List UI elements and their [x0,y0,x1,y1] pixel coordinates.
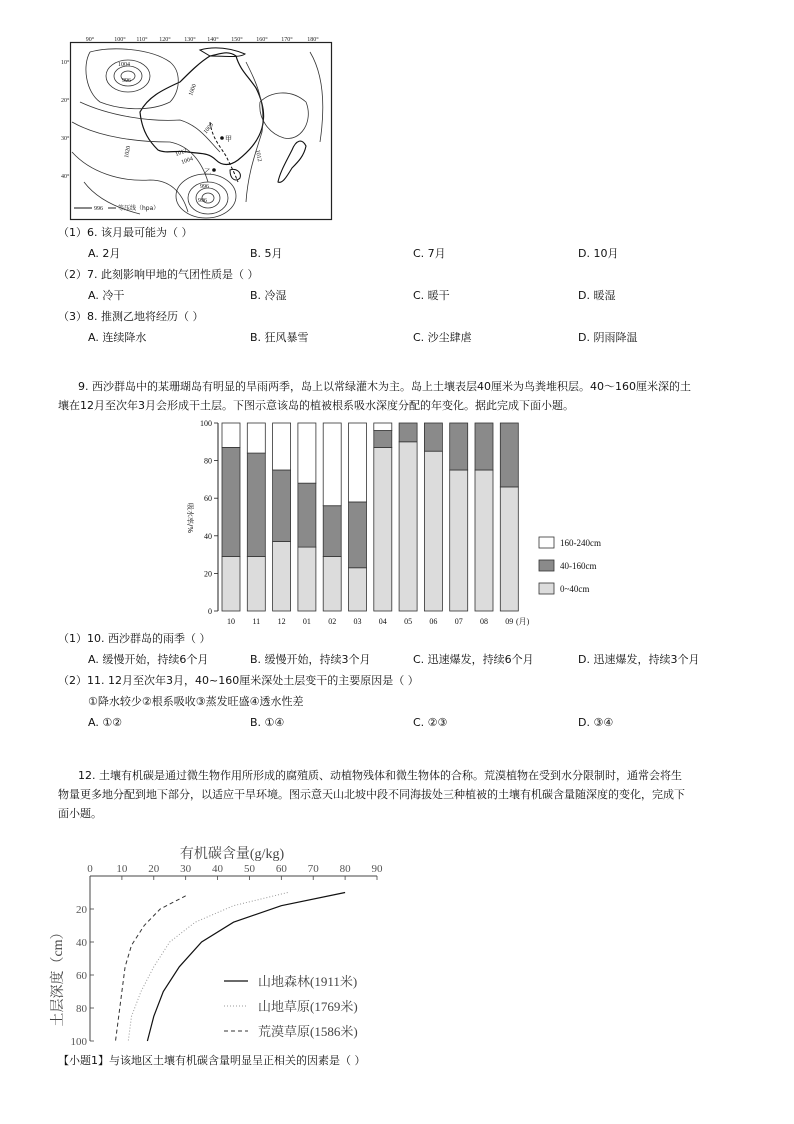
q12-intro-line1: 12. 土壤有机碳是通过微生物作用所形成的腐殖质、动植物残体和微生物体的合称。荒漠植物在受到水分限制时，通常会将生 [78,769,682,782]
line-ylabel: 土层深度（cm） [51,925,66,1027]
q7-option-c[interactable]: C. 暖干 [413,289,450,302]
bar-segment [374,447,392,611]
bar-segment [298,483,316,547]
place-jia-label: 甲 [225,135,232,143]
bar-segment [222,556,240,611]
bar-segment [298,423,316,483]
line-x-tick-label: 10 [116,863,128,875]
line-x-tick-label: 80 [339,863,351,875]
bar-segment [450,470,468,611]
q10-option-c[interactable]: C. 迅速爆发，持续6个月 [413,653,534,666]
line-x-tick-label: 40 [212,863,224,875]
line-x-tick-label: 70 [307,863,319,875]
bar-segment [475,423,493,470]
isobar-label: 1000 [188,83,198,97]
q12-intro-line3: 面小题。 [58,807,102,820]
bar-segment [273,541,291,611]
bar-segment [500,487,518,611]
bar-y-tick-label: 60 [204,494,212,504]
line-y-tick-label: 80 [76,1003,87,1015]
isobar-label: 1004 [118,62,130,68]
bar-y-tick-label: 20 [204,569,212,579]
line-x-tick-label: 90 [371,863,383,875]
bar-y-tick-label: 0 [208,607,212,616]
q7-option-a[interactable]: A. 冷干 [88,289,125,302]
lat-tick: 40° [61,174,70,180]
q7-option-b[interactable]: B. 冷湿 [250,289,287,302]
place-yi-label: 乙 [204,168,211,176]
q11-stem: （2）11. 12月至次年3月，40~160厘米深处土层变干的主要原因是（ ） [58,674,419,687]
line-y-tick-label: 40 [76,937,87,949]
q8-option-c[interactable]: C. 沙尘肆虐 [413,331,472,344]
lon-tick: 160° [256,37,268,43]
bar-segment [323,423,341,506]
bar-segment [323,556,341,611]
organic-carbon-chart [48,836,398,1048]
legend-label-grassland: 山地草原(1769米) [258,999,358,1014]
bar-y-tick-label: 80 [204,456,212,466]
q7-stem: （2）7. 此刻影响甲地的气团性质是（ ） [58,268,259,281]
bar-segment [349,568,367,611]
line-x-tick-label: 0 [87,863,93,875]
bar-segment [450,423,468,470]
q10-option-a[interactable]: A. 缓慢开始，持续6个月 [88,653,209,666]
place-jia-dot [220,136,224,140]
place-yi-dot [212,168,216,172]
isobar-label: 996 [200,184,209,190]
q6-stem: （1）6. 该月最可能为（ ） [58,226,193,239]
line-x-tick-label: 30 [180,863,192,875]
bar-segment [273,423,291,470]
bar-segment [374,423,392,431]
line-y-tick-label: 60 [76,970,87,982]
lon-tick: 170° [281,37,293,43]
line-x-tick-label: 50 [243,863,255,875]
bar-segment [273,470,291,541]
bar-x-tick-label: 10 [227,617,235,626]
bar-x-tick-label: 08 [480,617,488,626]
q11-option-d[interactable]: D. ③④ [578,716,614,729]
lon-tick: 100° [114,37,126,43]
isobar-label: 1004 [180,156,194,166]
lon-tick: 120° [159,37,171,43]
q12-intro-line2: 物量更多地分配到地下部分，以适应干旱环境。图示意天山北坡中段不同海拔处三种植被的土壤有机碳含量随深度的变化，完成下 [58,788,685,801]
q10-option-b[interactable]: B. 缓慢开始，持续3个月 [250,653,371,666]
lat-tick: 10° [61,60,70,66]
q12-intro [58,766,748,823]
isobar-label: 996 [122,78,131,84]
bar-segment [399,442,417,611]
legend-label-0-40: 0~40cm [560,584,590,594]
line-series-0 [147,893,345,1042]
lon-tick: 140° [207,37,219,43]
lat-tick: 20° [61,98,70,104]
bar-segment [475,470,493,611]
bar-segment [349,502,367,568]
legend-label-160-240: 160-240cm [560,538,601,548]
bar-segment [500,423,518,487]
q10-stem: （1）10. 西沙群岛的雨季（ ） [58,632,211,645]
bar-x-unit: (月) [516,617,530,626]
lat-tick: 30° [61,136,70,142]
bar-segment [298,547,316,611]
q6-option-d[interactable]: D. 10月 [578,247,619,260]
line-x-tick-label: 20 [148,863,160,875]
line-y-tick-label: 100 [70,1036,87,1048]
pressure-map [61,37,332,220]
q6-option-a[interactable]: A. 2月 [88,247,121,260]
q8-stem: （3）8. 推测乙地将经历（ ） [58,310,204,323]
isobar-label: 1012 [174,148,188,158]
line-y-tick-label: 20 [76,904,87,916]
q10-option-d[interactable]: D. 迅速爆发，持续3个月 [578,653,700,666]
bar-segment [222,423,240,447]
legend-value: 996 [94,206,103,212]
line-x-tick-label: 60 [275,863,287,875]
bar-x-tick-label: 04 [378,617,387,626]
line-series-1 [128,893,287,1042]
bar-segment [247,453,265,556]
bar-x-tick-label: 01 [302,617,311,626]
legend-text: 等压线（hpa） [118,205,160,212]
q9-intro [58,377,748,415]
legend-swatch-0-40 [539,583,554,594]
isobar-label: 1020 [124,145,133,159]
q6-option-c[interactable]: C. 7月 [413,247,446,260]
q7-option-d[interactable]: D. 暖湿 [578,289,616,302]
bar-segment [222,447,240,556]
bar-segment [424,451,442,611]
bar-x-tick-label: 02 [328,617,337,626]
bar-y-tick-label: 100 [200,419,212,428]
line-series-2 [116,896,186,1041]
root-water-chart [178,418,618,630]
bar-x-tick-label: 07 [454,617,463,626]
bar-ylabel: 吸水率/% [186,502,194,534]
lon-tick: 130° [184,37,196,43]
legend-label-forest: 山地森林(1911米) [258,974,358,989]
q8-option-b[interactable]: B. 狂风暴雪 [250,331,309,344]
lon-tick: 180° [307,37,319,43]
bar-segment [374,431,392,448]
legend-label-40-160: 40-160cm [560,561,597,571]
lon-tick: 150° [231,37,243,43]
isobar-label: 1012 [254,149,263,163]
bar-x-tick-label: 05 [404,617,413,626]
q11-choices: ①降水较少②根系吸收③蒸发旺盛④透水性差 [88,695,304,708]
isobar-label: 1000 [202,122,216,136]
q6-option-b[interactable]: B. 5月 [250,247,283,260]
bar-x-tick-label: 03 [353,617,362,626]
line-chart-title: 有机碳含量(g/kg) [179,847,285,862]
isobar-label: 996 [198,198,207,204]
bar-x-tick-label: 11 [252,617,261,626]
q9-intro-line2: 壤在12月至次年3月会形成干土层。下图示意该岛的植被根系吸水深度分配的年变化。据此完成下面小题。 [58,399,574,412]
q8-option-d[interactable]: D. 阴雨降温 [578,331,638,344]
bar-x-tick-label: 12 [277,617,286,626]
bar-segment [323,506,341,557]
q11-option-c[interactable]: C. ②③ [413,716,448,729]
q8-option-a[interactable]: A. 连续降水 [88,331,147,344]
legend-swatch-40-160 [539,560,554,571]
q9-intro-line1: 9. 西沙群岛中的某珊瑚岛有明显的旱雨两季，岛上以常绿灌木为主。岛上土壤表层40厘米为鸟粪堆积层。40～160厘米深的土 [78,380,691,393]
bar-segment [247,423,265,453]
bar-segment [424,423,442,451]
bar-segment [399,423,417,442]
legend-swatch-160-240 [539,537,554,548]
bar-segment [247,556,265,611]
q11-option-b[interactable]: B. ①④ [250,716,285,729]
legend-label-desert: 荒漠草原(1586米) [258,1024,358,1039]
lon-tick: 110° [136,37,148,43]
bar-x-tick-label: 06 [429,617,438,626]
sub-question-1: 【小题1】与该地区土壤有机碳含量明显呈正相关的因素是（ ） [58,1054,366,1067]
bar-x-tick-label: 09 [505,617,514,626]
q11-option-a[interactable]: A. ①② [88,716,123,729]
map-frame [71,43,332,220]
bar-y-tick-label: 40 [204,531,212,541]
bar-segment [349,423,367,502]
lon-tick: 90° [85,37,95,43]
